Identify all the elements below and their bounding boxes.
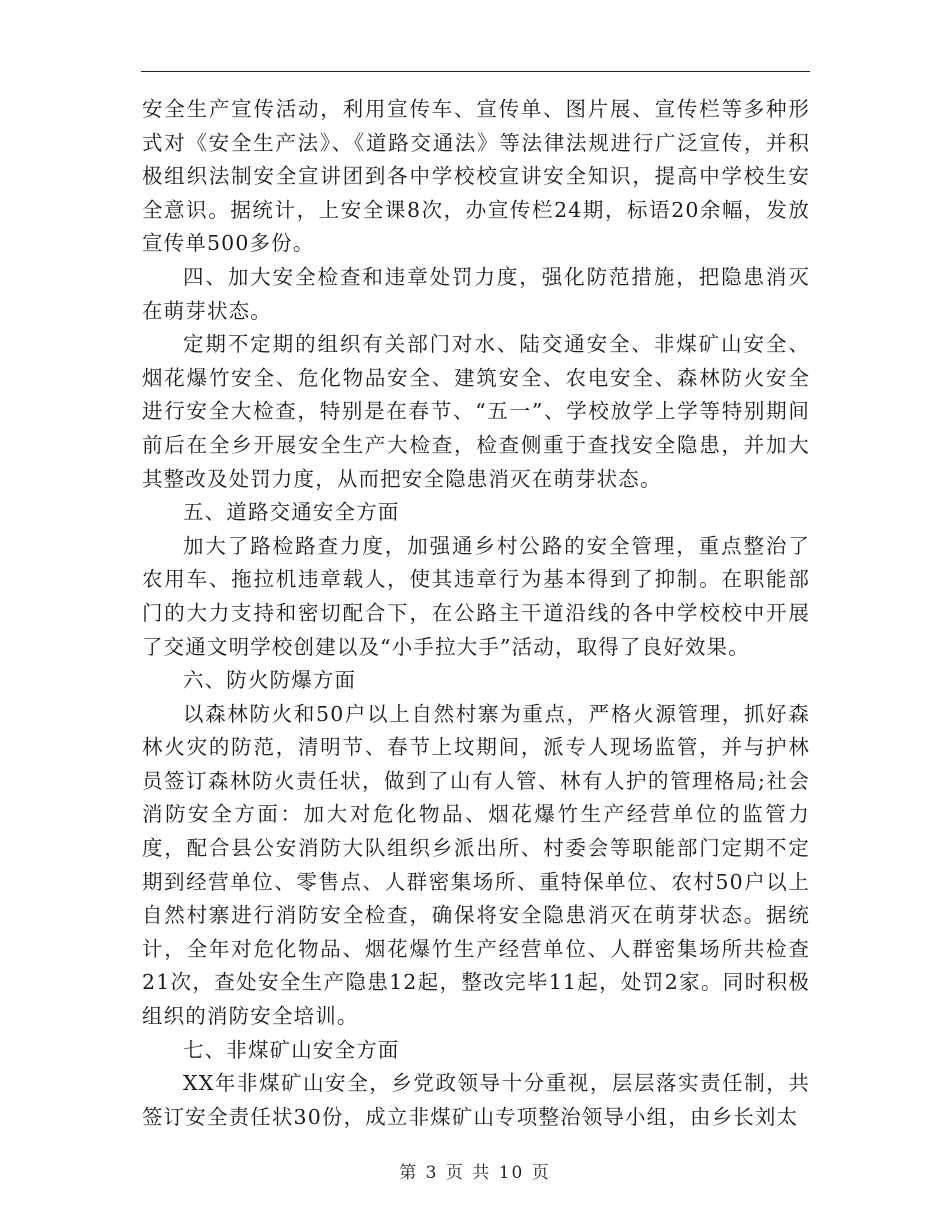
page-footer: 第 3 页 共 10 页 [399,1163,551,1183]
heading-section-5: 五、道路交通安全方面 [183,500,400,525]
paragraph-inspection: 定期不定期的组织有关部门对水、陆交通安全、非煤矿山安全、烟花爆竹安全、危化物品安全、建筑安全、农电安全、森林防火安全进行安全大检查，特别是在春节、“五一”、学校放学上学等特别期间前后在全乡开展安全生产大检查，检查侧重于查找安全隐患，并加大其整改及处罚力度，从而把安全隐患消灭在萌芽状态。 [142,332,810,491]
heading-section-4: 四、加大安全检查和违章处罚力度，强化防范措施，把隐患消灭在萌芽状态。 [142,264,810,323]
document-body [142,93,810,1134]
heading-section-7: 七、非煤矿山安全方面 [183,1037,400,1062]
paragraph-mining: XX年非煤矿山安全，乡党政领导十分重视，层层落实责任制，共签订安全责任状30份，成立非煤矿山专项整治领导小组，由乡长刘太 [142,1071,810,1129]
heading-section-6: 六、防火防爆方面 [183,668,357,693]
paragraph-fire-safety: 以森林防火和50户以上自然村寨为重点，严格火源管理，抓好森林火灾的防范，清明节、春节上坟期间，派专人现场监管，并与护林员签订森林防火责任状，做到了山有人管、林有人护的管理格局;社会消防安全方面：加大对危化物品、烟花爆竹生产经营单位的监管力度，配合县公安消防大队组织乡派出所、村委会等职能部门定期不定期到经营单位、零售点、人群密集场所、重特保单位、农村50户以上自然村寨进行消防安全检查，确保将安全隐患消灭在萌芽状态。据统计，全年对危化物品、烟花爆竹生产经营单位、人群密集场所共检查21次，查处安全生产隐患12起，整改完毕11起，处罚2家。同时积极组织的消防安全培训。 [142,701,810,1029]
paragraph-road-traffic: 加大了路检路查力度，加强通乡村公路的安全管理，重点整治了农用车、拖拉机违章载人，使其违章行为基本得到了抑制。在职能部门的大力支持和密切配合下，在公路主干道沿线的各中学校校中开展了交通文明学校创建以及“小手拉大手”活动，取得了良好效果。 [142,533,810,659]
header-rule [141,71,810,72]
paragraph-publicity: 安全生产宣传活动，利用宣传车、宣传单、图片展、宣传栏等多种形式对《安全生产法》、《道路交通法》等法律法规进行广泛宣传，并积极组织法制安全宣讲团到各中学校校宣讲安全知识，提高中学校生安全意识。据统计，上安全课8次，办宣传栏24期，标语20余幅，发放宣传单500多份。 [142,97,810,256]
